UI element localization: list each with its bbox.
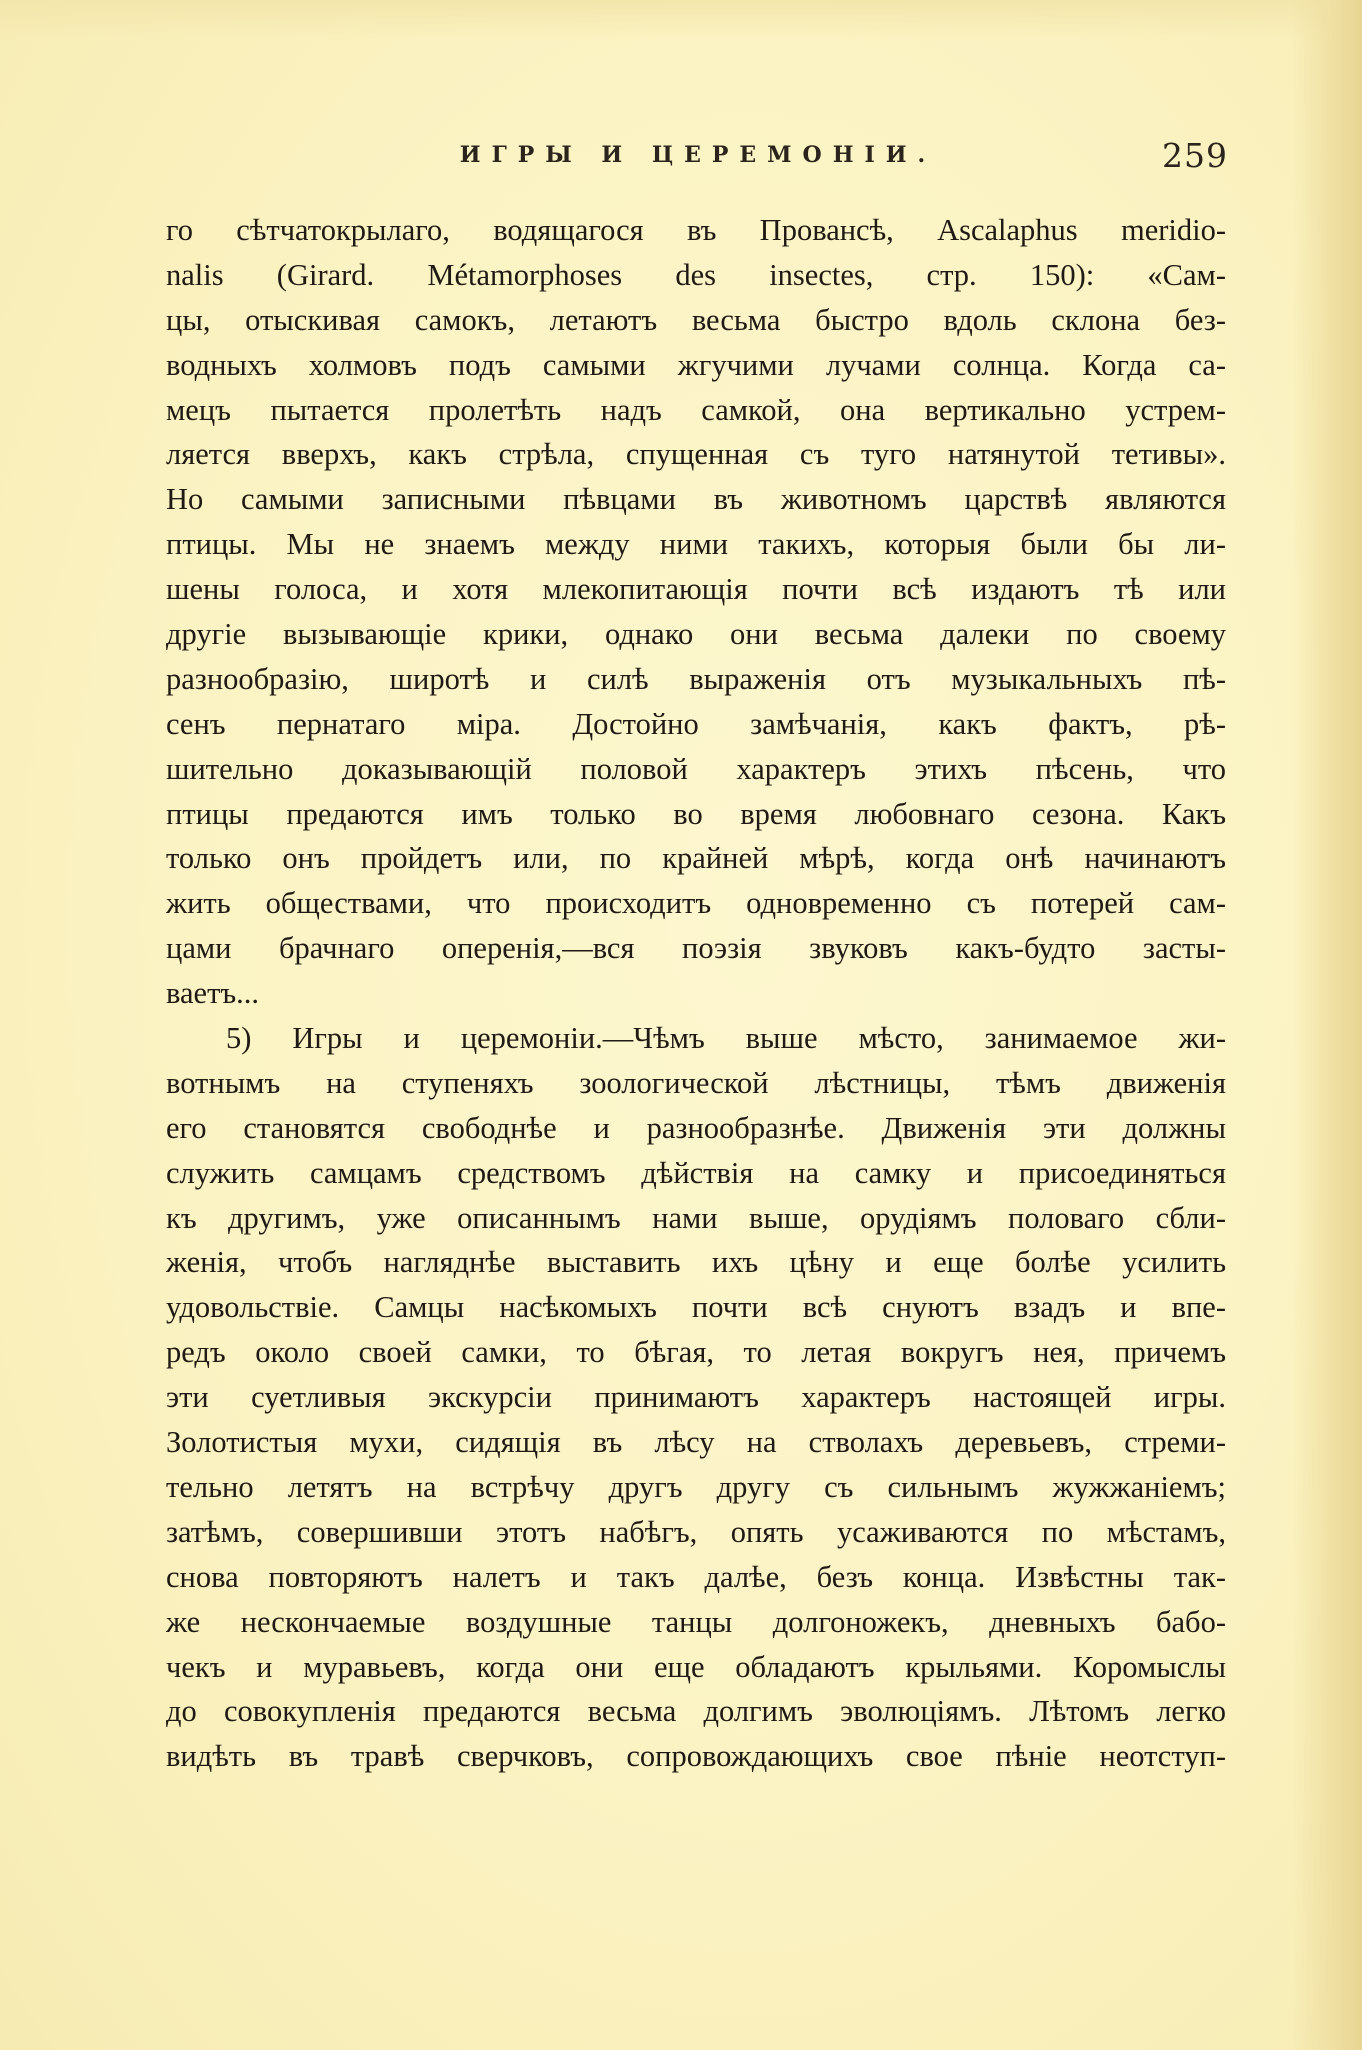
text-line: къ другимъ, уже описаннымъ нами выше, орудіямъ половаго сбли- [166, 1200, 1226, 1235]
text-line: разнообразію, широтѣ и силѣ выраженія отъ музыкальныхъ пѣ- [166, 661, 1226, 696]
text-line: сенъ пернатаго міра. Достойно замѣчанія, какъ фактъ, рѣ- [166, 706, 1226, 741]
text-line: же нескончаемые воздушные танцы долгоножекъ, дневныхъ бабо- [166, 1604, 1226, 1639]
text-line: птицы. Мы не знаемъ между ними такихъ, которыя были бы ли- [166, 527, 1226, 562]
text-line: жить обществами, что происходитъ одновременно съ потерей сам- [166, 886, 1226, 921]
paragraph-1 [166, 208, 1226, 1016]
text-line: другіе вызывающіе крики, однако они весьма далеки по своему [166, 617, 1226, 652]
text-line: мецъ пытается пролетѣть надъ самкой, она вертикально устрем- [166, 392, 1226, 427]
text-line: ляется вверхъ, какъ стрѣла, спущенная съ туго натянутой тетивы». [166, 437, 1226, 472]
text-line: Но самыми записными пѣвцами въ животномъ царствѣ являются [166, 482, 1226, 517]
running-header [168, 136, 1228, 176]
text-line: удовольствіе. Самцы насѣкомыхъ почти всѣ снуютъ взадъ и впе- [166, 1290, 1226, 1325]
text-line: редъ около своей самки, то бѣгая, то летая вокругъ нея, причемъ [166, 1335, 1226, 1370]
text-line: затѣмъ, совершивши этотъ набѣгъ, опять усаживаются по мѣстамъ, [166, 1514, 1226, 1549]
text-line: шены голоса, и хотя млекопитающія почти всѣ издаютъ тѣ или [166, 572, 1226, 607]
page-top-shadow [0, 0, 1362, 40]
text-line: Золотистыя мухи, сидящія въ лѣсу на стволахъ деревьевъ, стреми- [166, 1425, 1226, 1460]
text-line: до совокупленія предаются весьма долгимъ эволюціямъ. Лѣтомъ легко [166, 1694, 1226, 1729]
text-line: цы, отыскивая самокъ, летаютъ весьма быстро вдоль склона без- [166, 302, 1226, 337]
text-line: 5) Игры и церемоніи.—Чѣмъ выше мѣсто, занимаемое жи- [226, 1021, 1226, 1056]
text-line: го сѣтчатокрылаго, водящагося въ Провансѣ, Ascalaphus meridio- [166, 213, 1226, 247]
text-line: птицы предаются имъ только во время любовнаго сезона. Какъ [166, 796, 1226, 831]
text-line: эти суетливыя экскурсіи принимаютъ характеръ настоящей игры. [166, 1380, 1226, 1415]
text-line: женія, чтобъ нагляднѣе выставить ихъ цѣну и еще болѣе усилить [166, 1245, 1226, 1280]
text-line: вотнымъ на ступеняхъ зоологической лѣстницы, тѣмъ движенія [166, 1065, 1226, 1100]
text-line: тельно летятъ на встрѣчу другъ другу съ сильнымъ жужжаніемъ; [166, 1469, 1226, 1504]
running-title: ИГРЫ И ЦЕРЕМОНІИ. [459, 142, 937, 168]
text-line: видѣть въ травѣ сверчковъ, сопровождающихъ свое пѣніе неотступ- [166, 1739, 1226, 1774]
text-line: только онъ пройдетъ или, по крайней мѣрѣ, когда онѣ начинаютъ [166, 841, 1226, 876]
page-number: 259 [1162, 136, 1228, 175]
text-line: nalis (Girard. Métamorphoses des insectes, стр. 150): «Сам- [166, 257, 1226, 292]
text-line: ваетъ... [166, 976, 260, 1011]
body-text [166, 208, 1226, 1779]
text-line: служить самцамъ средствомъ дѣйствія на самку и присоединяться [166, 1155, 1226, 1190]
page-right-edge-shadow [1292, 0, 1362, 2050]
text-line: шительно доказывающій половой характеръ этихъ пѣсень, что [166, 751, 1226, 786]
text-line: цами брачнаго оперенія,—вся поэзія звуковъ какъ-будто засты- [166, 931, 1226, 966]
paragraph-2 [166, 1016, 1226, 1779]
text-line: его становятся свободнѣе и разнообразнѣе. Движенія эти должны [166, 1110, 1226, 1145]
text-line: водныхъ холмовъ подъ самыми жгучими лучами солнца. Когда са- [166, 347, 1226, 382]
text-line: чекъ и муравьевъ, когда они еще обладаютъ крыльями. Коромыслы [166, 1649, 1226, 1684]
text-line: снова повторяютъ налетъ и такъ далѣе, безъ конца. Извѣстны так- [166, 1559, 1226, 1594]
